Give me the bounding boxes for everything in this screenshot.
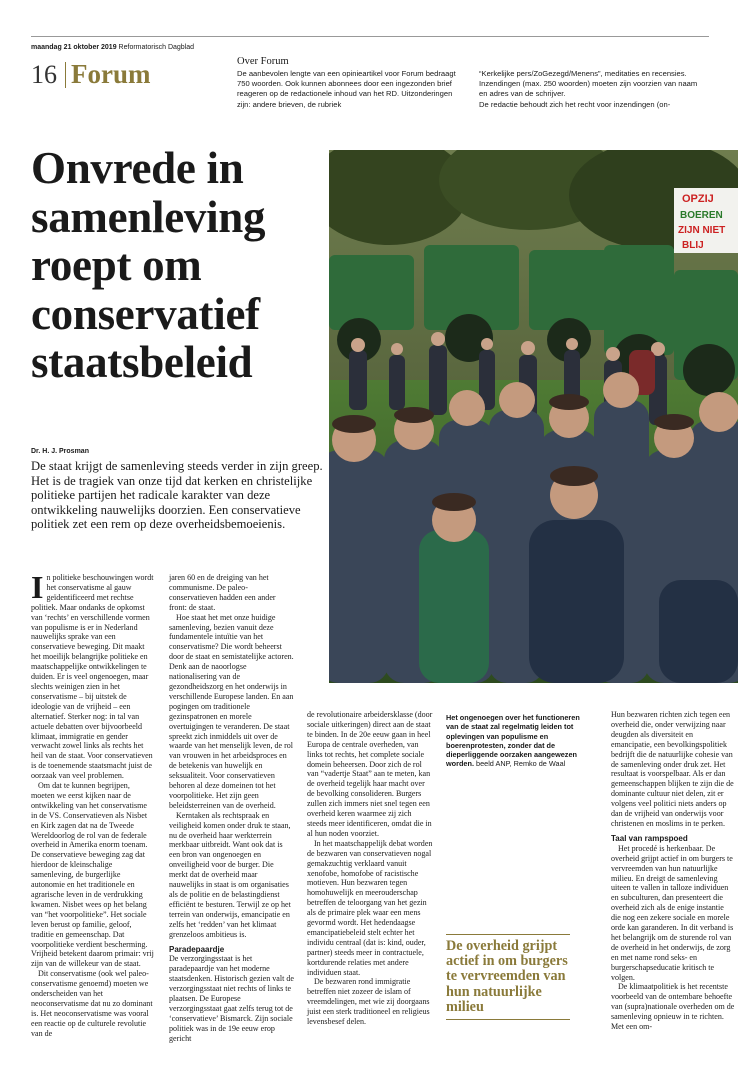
sign-line-4: BLIJ xyxy=(682,240,704,251)
article-column-4 xyxy=(611,710,735,1032)
over-forum-col1: De aanbevolen lengte van een opinieartikel voor Forum bedraagt 750 woorden. Ook kunnen abonnees door een ingezonden brief reageren op de redactionele inhoud van het RD. Uitzonderingen zijn: andere brieven, de rubriek xyxy=(237,69,456,109)
col1-p2: Om dat te kunnen begrijpen, moeten we eerst kijken naar de ontwikkeling van het conservatisme in de VS. Conservatieven als Nisbet en Kirk zagen dat na de Tweede Wereldoorlog de rol van de federale overheid in Amerika enorm toenam. De conservatieve beweging zag dat hierdoor de kleinschalige samenleving, de burgerlijke autonomie en het traditionele en agrarische leven in de verdrukking kwamen. Nisbet wees op het belang van “het voorpolitieke”. Het sociale leven berust op familie, geloof, traditie en gemeenschap. Dat voorpolitieke verdient bescherming. Vrijheid betekent daarom primair: vrij zijn van de willekeur van de staat. xyxy=(31,781,154,969)
col2-p4: De verzorgingsstaat is het paradepaardje van het moderne staatsdenken. Historisch gezien valt de verzorgingsstaat niet rechts of links te plaatsen. De Europese verzorgingsstaat gaat zelfs terug tot de ‘conservatieve’ Bismarck. Zijn sociale politiek was in de 19e eeuw erop gericht xyxy=(169,954,294,1043)
caption-text: Het ongenoegen over het functioneren van de staat zal regelmatig leiden tot oplevingen van populisme en boerenprotesten, zonder dat de dieperliggende oorzaken aangewezen worden. xyxy=(446,713,580,769)
col2-p1: jaren 60 en de dreiging van het communisme. De paleo-conservatieven hadden een ander front: de staat. xyxy=(169,573,276,612)
subheading-paradepaardje: Paradepaardje xyxy=(169,944,225,954)
intro: De staat krijgt de samenleving steeds verder in zijn greep. Het is de tragiek van onze tijd dat kerken en christelijke politieke partijen het radicale karakter van deze ontwikkeling nauwelijks doorzien. Een conservatieve politiek zet een rem op deze overheidsbemoeienis. xyxy=(31,459,323,531)
over-forum-title: Over Forum xyxy=(237,56,289,67)
top-rule xyxy=(31,36,709,37)
section-title: Forum xyxy=(71,59,151,89)
over-forum-col2 xyxy=(479,69,707,110)
page-number: 16 xyxy=(31,60,57,89)
page-divider xyxy=(65,62,66,88)
col3-p2: In het maatschappelijk debat worden de bezwaren van conservatieven nogal gemakzuchtig verklaard vanuit xenofobe, homofobe of racistische motieven. Hun bezwaren tegen homohuwelijk en meerouderschap betreffen de teloorgang van het gezin als de primaire plek waar een mens gevormd wordt. Het hedendaagse emancipatiebeleid stelt echter het individu centraal (dat is: kind, ouder, partner) steeds meer in contractuele, kortdurende relaties met andere individuen staat. xyxy=(307,838,433,977)
col4-p2: Het procedé is herkenbaar. De overheid grijpt actief in om burgers te vervreemden van hun natuurlijke milieu. En dreigt de samenleving uiteen te vallen in talloze individuen en subculturen, dan presenteert die overheid zich als de enige instantie die nog een zekere sociale en morele orde kan garanderen. In dit verband is het belangrijk om de sturende rol van de overheid in het onderwijs, de zorg en met name rond seks- en burgerschapseducatie kritisch te volgen. xyxy=(611,843,734,982)
subheading-taal-van-rampspoed: Taal van rampspoed xyxy=(611,833,688,843)
photo-credit: beeld ANP, Remko de Waal xyxy=(476,759,566,769)
col3-p3: De bezwaren rond immigratie betreffen niet zozeer de islam of vreemdelingen, met wie zij doorgaans juist een sterk traditioneel en religieus levensbesef delen. xyxy=(307,977,430,1027)
col1-p1: n politieke beschouwingen wordt het conservatisme al gauw geïdentificeerd met rechtse politiek. Maar ondanks de opkomst van ‘rechts’ en verschillende vormen van populisme is er in Nederland nauwelijks sprake van een conservatieve beweging. Dit maakt het moeilijk belangrijke politieke en maatschappelijke ontwikkelingen te duiden. Er is veel ongenoegen, maar slechts weinigen zien in het conservatisme – bij uitstek de ideologie van de vrijheid – een alternatief. Sterker nog: in tal van actuele debatten over bijvoorbeeld klimaat, immigratie en gender verwacht zowel links als rechts het heil van de staat. Voor conservatieven is de toenemende staatsmacht juist de oorzaak van veel problemen. xyxy=(31,573,154,781)
over-forum-col2a: “Kerkelijke pers/ZoGezegd/Menens”, meditaties en recensies. Inzendingen (max. 250 woorden) moeten zijn voorzien van naam en adres van de schrijver. xyxy=(479,69,698,99)
paper-name: Reformatorisch Dagblad xyxy=(118,44,195,51)
author: Dr. H. J. Prosman xyxy=(31,448,89,455)
dropcap: I xyxy=(31,569,44,605)
sign-line-1: OPZIJ xyxy=(682,193,714,205)
protest-photo-illustration xyxy=(329,150,738,683)
dateline xyxy=(31,44,194,51)
col3-p1: de revolutionaire arbeidersklasse (door sociale uitkeringen) direct aan de staat te binden. In de 20e eeuw gaan in heel Europa de centrale overheden, van links tot rechts, het complete sociale domein beheersen. Door zich de rol van “vadertje Staat” aan te meten, kan de overheid tegelijk haar macht over de bevolking consolideren. Burgers zullen zich immers niet snel tegen een overheid keren waarmee zij zich steeds meer identificeren, omdat die in al hun noden voorziet. xyxy=(307,710,433,838)
sign-line-2: BOEREN xyxy=(680,210,723,221)
col4-p1: Hun bezwaren richten zich tegen een overheid die, onder verwijzing naar deugden als diversiteit en emancipatie, een bevolkingspolitiek bedrijft die de natuurlijke cohesie van de samenleving onder druk zet. Het resultaat is voorspelbaar. Als er dan gemeenschappen blijken te zijn die de dominante cultuur niet delen, zit er volgens veel politici niets anders op dan de vrijheid van onderwijs voor christenen en moslims in te perken. xyxy=(611,710,734,828)
col1-p3: Dit conservatisme (ook wel paleo-conservatisme genoemd) moeten we onderscheiden van het neoconservatisme dat nu zo dominant is. Het neoconservatisme was vooral een reactie op de culturele revolutie van de xyxy=(31,969,153,1038)
col2-p2: Hoe staat het met onze huidige samenleving, bezien vanuit deze fundamentele intuïtie van het conservatisme? Die wordt beheerst door de staat en semistatelijke actoren. Denk aan de naoorlogse nationalisering van de gezondheidszorg en het onderwijs in verschillende Europese landen. En aan pogingen om traditionele gezinspatronen en morele overtuigingen te veranderen. De staat spreekt zich inmiddels uit over de waarde van het menselijk leven, de rol van vrouwen in het arbeidsproces en de betekenis van huwelijk en seksualiteit. Voor conservatieven behoren al deze domeinen tot het voorpolitieke. Het zijn geen beleidsterreinen van de overheid. xyxy=(169,612,294,810)
headline: Onvrede in samenleving roept om conservatief staatsbeleid xyxy=(31,143,266,387)
sign-line-3: ZIJN NIET xyxy=(678,225,726,236)
over-forum-col2b: De redactie behoudt zich het recht voor inzendingen (on- xyxy=(479,99,671,109)
article-column-3 xyxy=(307,710,433,1027)
pull-quote: De overheid grijpt actief in om burgers te vervreemden van hun natuurlijke milieu xyxy=(446,934,570,1020)
col2-p3: Kerntaken als rechtspraak en veiligheid komen onder druk te staan, nu de overheid haar werkterrein merkbaar uitbreidt. Want ook dat is een bron van ongenoegen en onveiligheid voor de burger. Die merkt dat de overheid maar nauwelijks in staat is om organisaties als de politie en de belastingdienst efficiënt te besturen. Terwijl ze op het terrein van onderwijs, emancipatie en zelfs het ‘redden’ van het klimaat grenzeloos ambitieus is. xyxy=(169,810,291,939)
protest-photo xyxy=(329,150,738,683)
photo-caption xyxy=(446,713,594,769)
article-column-2 xyxy=(169,573,294,1044)
issue-date: maandag 21 oktober 2019 xyxy=(31,44,117,51)
article-column-1 xyxy=(31,569,155,1039)
col4-p3: De klimaatpolitiek is het recentste voorbeeld van de ontembare behoefte van (supra)nationale overheden om de samenleving opnieuw in te richten. Met een om- xyxy=(611,982,735,1032)
